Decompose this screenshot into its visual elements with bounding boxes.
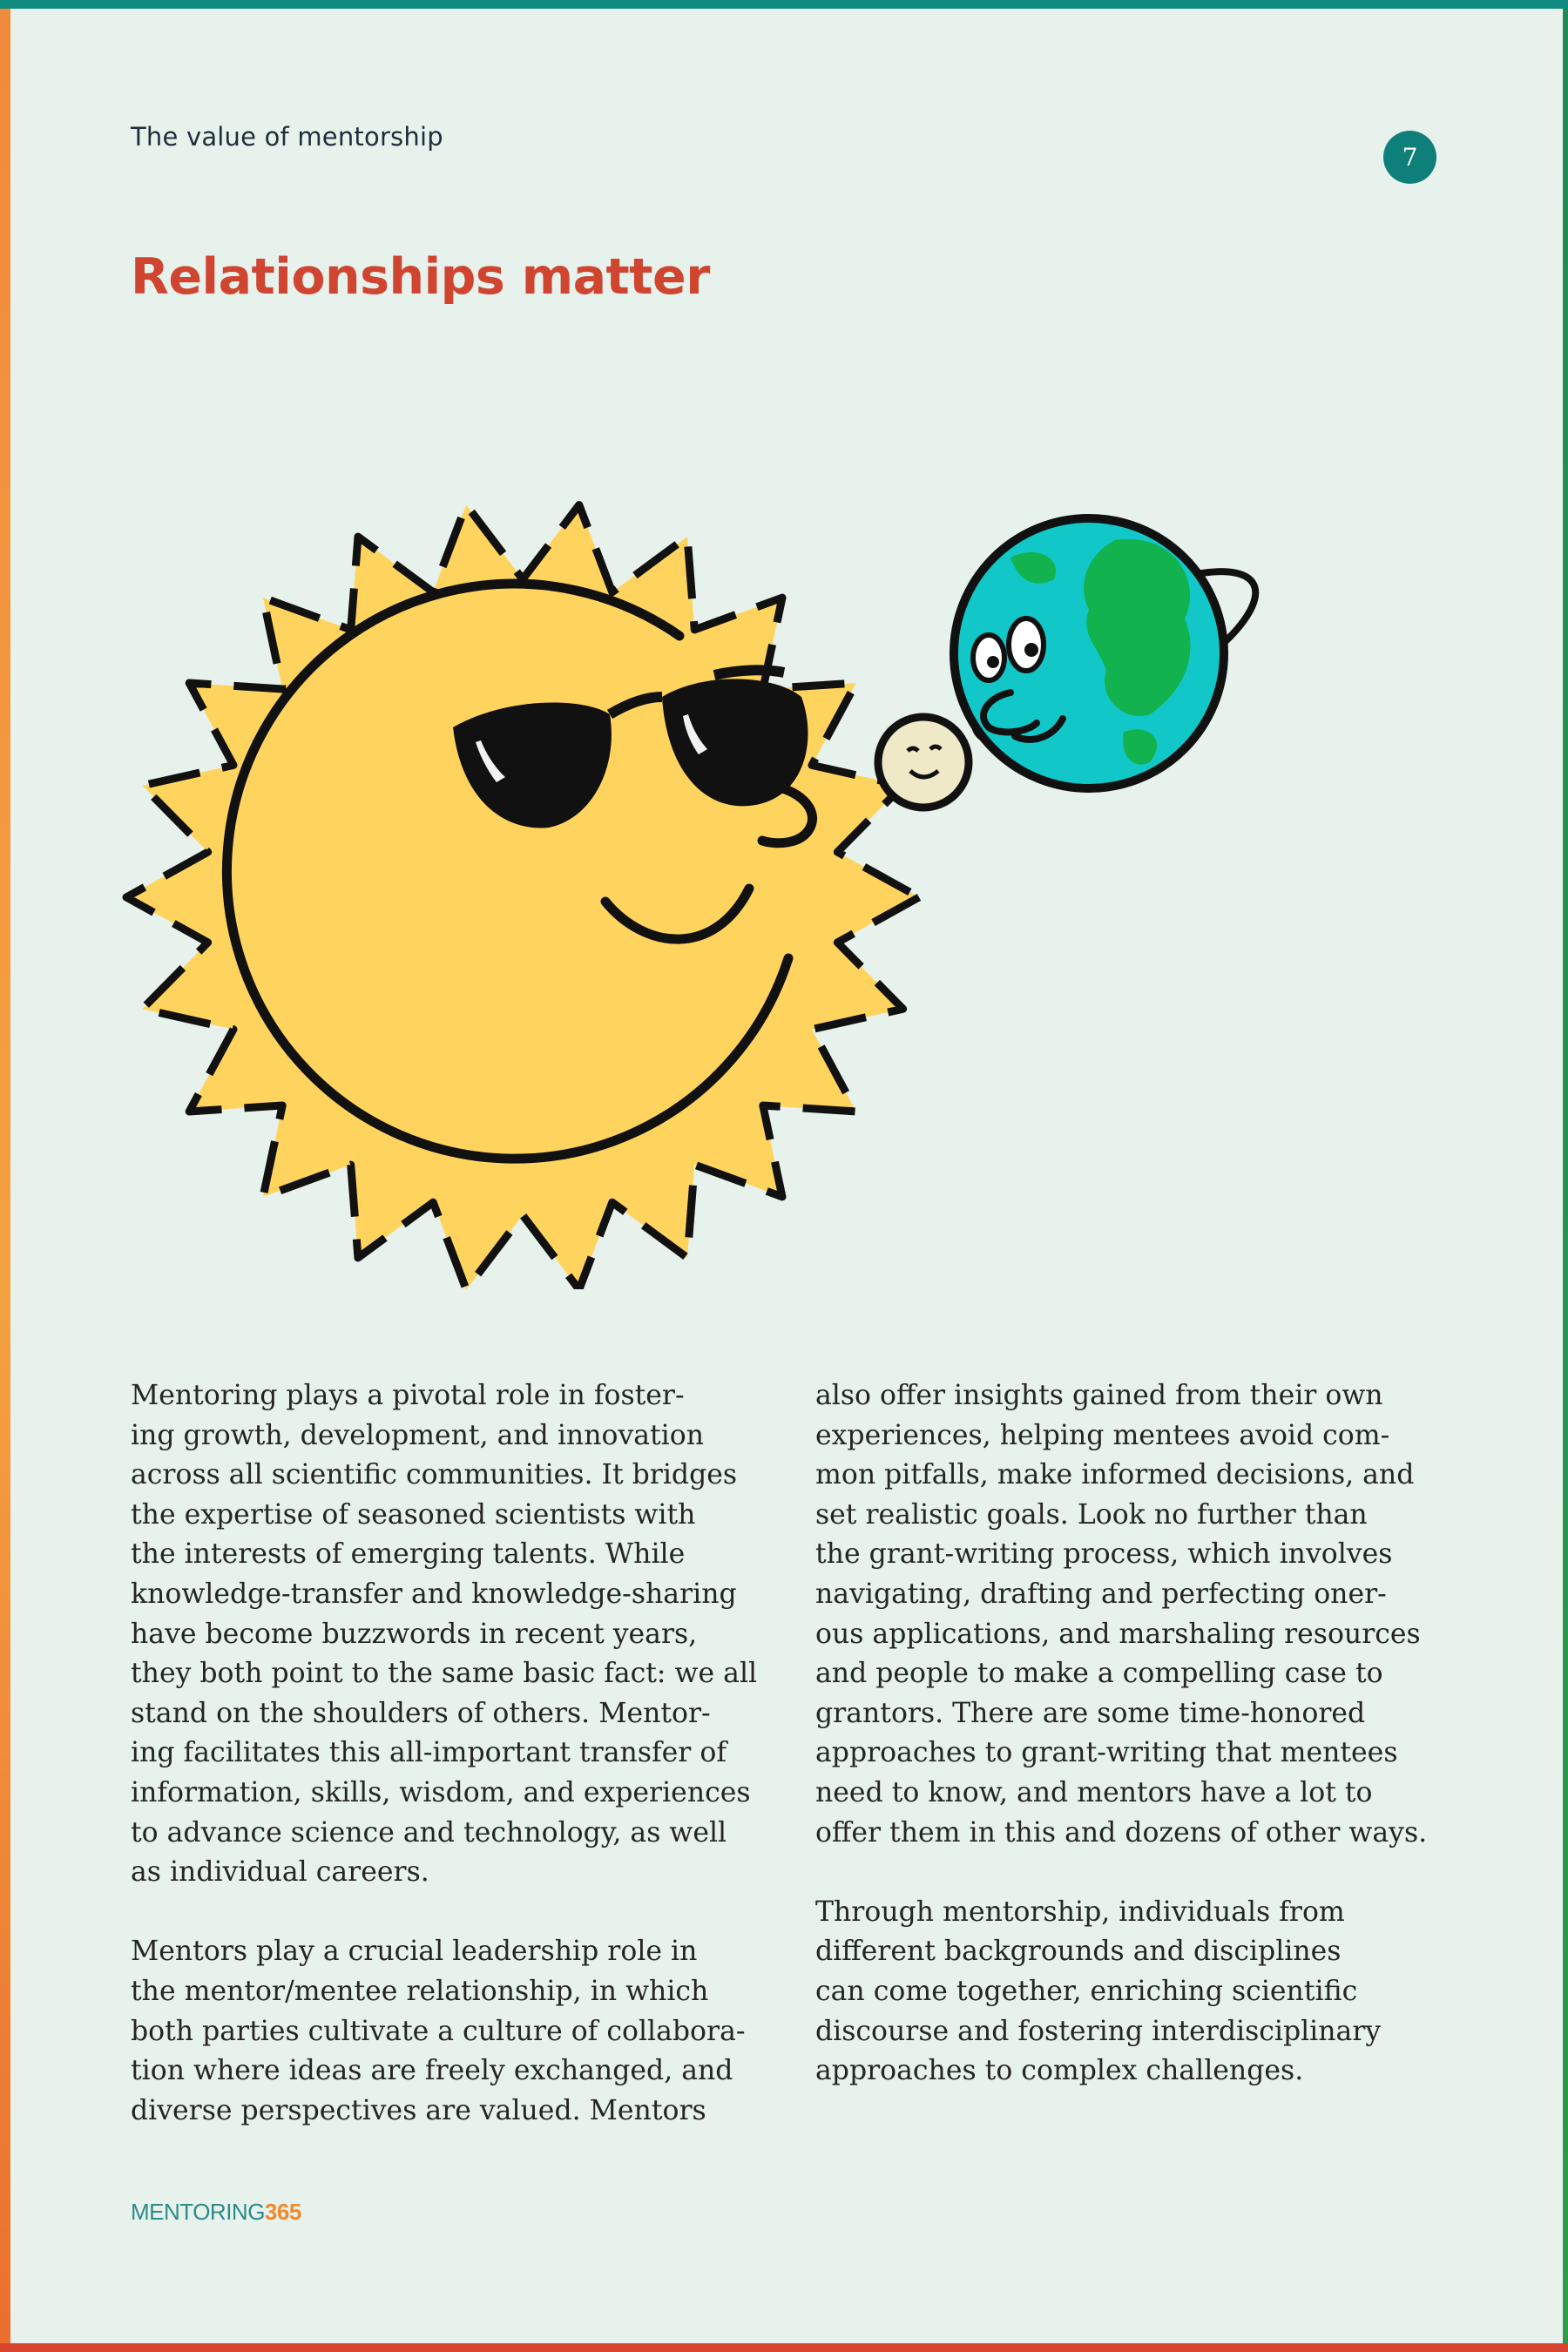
- text-line: and people to make a compelling case to: [815, 1658, 1383, 1690]
- mentoring365-logo: [131, 2199, 301, 2226]
- text-line: to advance science and technology, as well: [131, 1816, 727, 1848]
- text-line: have become buzzwords in recent years,: [131, 1618, 698, 1650]
- text-line: Mentoring plays a pivotal role in foster-: [131, 1380, 685, 1411]
- sun-with-sunglasses-icon: [126, 505, 919, 1289]
- text-line: across all scientific communities. It bridges: [131, 1459, 738, 1491]
- page-number-badge: 7: [1383, 131, 1436, 184]
- text-line: mon pitfalls, make informed decisions, and: [815, 1459, 1415, 1491]
- text-line: ing growth, development, and innovation: [131, 1419, 705, 1451]
- text-line: approaches to grant-writing that mentees: [815, 1737, 1398, 1769]
- left-border: [0, 9, 10, 2343]
- logo-text: MENTORING: [131, 2199, 265, 2225]
- text-line: Mentors play a crucial leadership role in: [131, 1936, 698, 1968]
- left-text-column: [131, 1376, 758, 2131]
- text-line: diverse perspectives are valued. Mentors: [131, 2094, 706, 2126]
- text-line: the mentor/mentee relationship, in which: [131, 1975, 709, 2007]
- text-line: Through mentorship, individuals from: [815, 1896, 1345, 1928]
- left-paragraph-1: [131, 1376, 758, 1893]
- top-border: [0, 0, 1568, 9]
- text-line: approaches to complex challenges.: [815, 2055, 1304, 2087]
- earth-with-face-icon: [953, 518, 1277, 788]
- left-paragraph-2: [131, 1932, 758, 2131]
- text-line: experiences, helping mentees avoid com-: [815, 1419, 1390, 1451]
- text-line: both parties cultivate a culture of collabora-: [131, 2015, 746, 2047]
- logo-number: 365: [264, 2199, 301, 2225]
- text-line: grantors. There are some time-honored: [815, 1697, 1366, 1729]
- right-border: [1563, 9, 1568, 2343]
- text-line: information, skills, wisdom, and experiences: [131, 1776, 751, 1808]
- text-line: the grant-writing process, which involves: [815, 1538, 1393, 1571]
- text-line: the interests of emerging talents. While: [131, 1538, 686, 1571]
- sun-and-earth-illustration: [52, 436, 1446, 1289]
- bottom-border: [0, 2343, 1568, 2352]
- text-line: ous applications, and marshaling resources: [815, 1618, 1421, 1650]
- text-line: different backgrounds and disciplines: [815, 1936, 1342, 1968]
- text-line: also offer insights gained from their own: [815, 1380, 1383, 1411]
- text-line: set realistic goals. Look no further than: [815, 1498, 1368, 1531]
- text-line: they both point to the same basic fact: we all: [131, 1658, 758, 1690]
- text-line: offer them in this and dozens of other ways.: [815, 1816, 1428, 1848]
- text-line: can come together, enriching scientific: [815, 1975, 1358, 2007]
- running-header: The value of mentorship: [131, 122, 443, 152]
- text-line: knowledge-transfer and knowledge-sharing: [131, 1578, 737, 1610]
- right-paragraph-1: [815, 1376, 1443, 1853]
- right-text-column: [815, 1376, 1443, 2092]
- text-line: discourse and fostering interdisciplinary: [815, 2015, 1382, 2047]
- page-title: Relationships matter: [131, 248, 710, 306]
- text-line: tion where ideas are freely exchanged, and: [131, 2055, 733, 2087]
- text-line: need to know, and mentors have a lot to: [815, 1776, 1373, 1808]
- text-line: the expertise of seasoned scientists with: [131, 1498, 696, 1531]
- text-line: ing facilitates this all-important transfer of: [131, 1737, 727, 1769]
- text-line: navigating, drafting and perfecting oner-: [815, 1578, 1387, 1610]
- text-line: stand on the shoulders of others. Mentor-: [131, 1697, 711, 1729]
- right-paragraph-2: [815, 1893, 1443, 2092]
- text-line: as individual careers.: [131, 1856, 429, 1889]
- moon-with-face-icon: [878, 717, 969, 808]
